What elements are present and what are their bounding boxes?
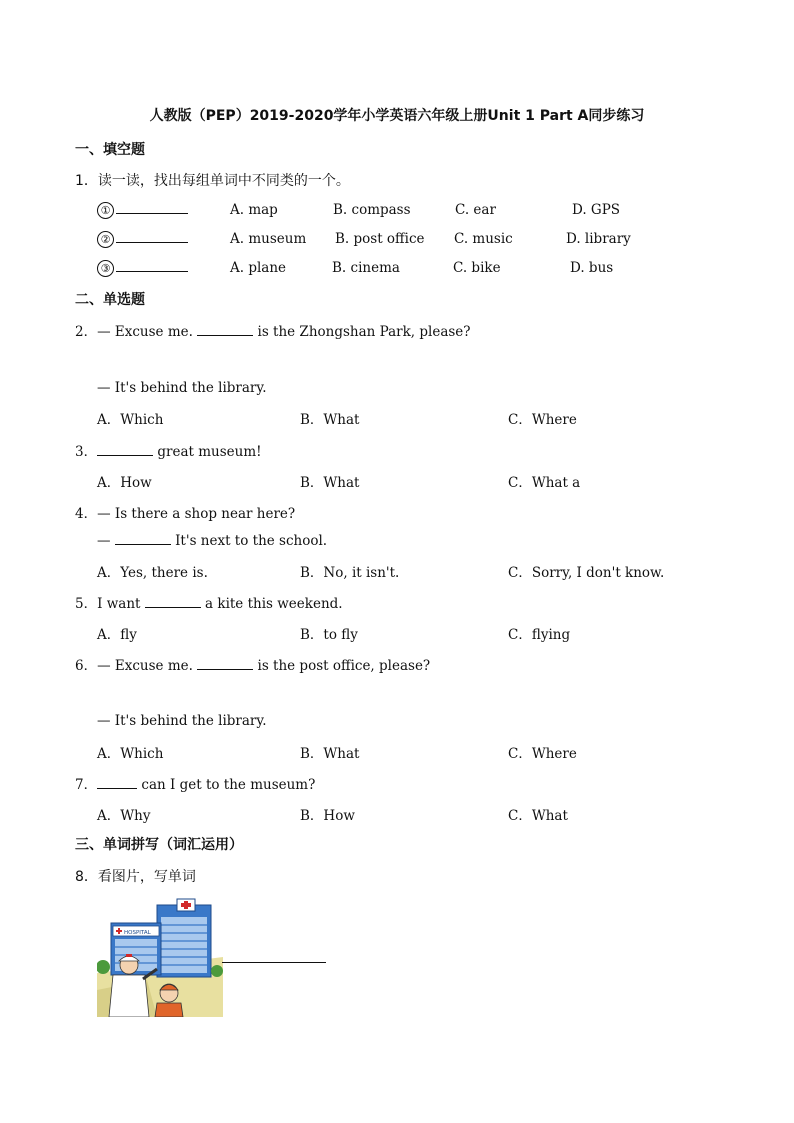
question-8-stem [75,866,196,886]
question-5-stem [75,592,343,612]
q1-row-3 [97,259,188,277]
answer-blank[interactable] [115,532,171,545]
question-text-part: I want [97,596,141,612]
circled-number: ① [97,202,114,219]
answer-blank[interactable] [97,776,137,789]
q1-row-2-option-c: C. music [454,231,513,247]
question-number: 7． [75,777,98,793]
question-2-stem [75,320,471,340]
section-heading-spelling: 三、单词拼写（词汇运用） [75,837,243,853]
page-title: 人教版（PEP）2019-2020学年小学英语六年级上册Unit 1 Part A同步练习 [149,108,645,124]
answer-blank[interactable] [197,323,253,336]
q1-row-3-option-b: B. cinema [332,260,400,276]
question-number: 2． [75,324,98,340]
question-2-reply: — It's behind the library. [97,380,267,396]
q1-row-3-option-d: D. bus [570,260,614,276]
question-text-part: great museum! [157,444,262,460]
question-text-part: a kite this weekend. [205,596,343,612]
question-6-stem [75,654,430,674]
question-3-stem [75,440,262,460]
q2-option-b[interactable]: B．What [300,412,360,428]
q7-option-a[interactable]: A．Why [97,808,151,824]
q6-option-a[interactable]: A．Which [97,746,164,762]
question-4-reply [97,532,327,549]
question-text-part: can I get to the museum? [141,777,316,793]
q5-option-a[interactable]: A．fly [97,627,137,643]
q1-row-1-option-a: A. map [230,202,278,218]
question-text-part: It's next to the school. [175,533,328,549]
answer-blank[interactable] [197,657,253,670]
question-number: 4． [75,506,98,522]
question-6-reply: — It's behind the library. [97,713,267,729]
q7-option-c[interactable]: C．What [508,808,568,824]
q6-option-c[interactable]: C．Where [508,746,577,762]
q1-row-1-option-d: D. GPS [572,202,621,218]
q5-option-b[interactable]: B．to fly [300,627,358,643]
answer-blank[interactable] [97,443,153,456]
question-number: 6． [75,658,98,674]
q2-option-a[interactable]: A．Which [97,412,164,428]
q1-row-3-option-a: A. plane [230,260,287,276]
answer-blank[interactable] [145,595,201,608]
q1-row-2-option-b: B. post office [335,231,425,247]
answer-blank[interactable] [116,230,188,243]
hospital-illustration [97,895,223,1017]
q3-option-a[interactable]: A．How [97,475,152,491]
q4-option-c[interactable]: C．Sorry, I don't know. [508,565,665,581]
q1-row-1-option-b: B. compass [333,202,411,218]
question-1-stem [75,170,350,190]
question-text: 读一读，找出每组单词中不同类的一个。 [97,173,350,189]
q7-option-b[interactable]: B．How [300,808,355,824]
q4-option-a[interactable]: A．Yes, there is. [97,565,208,581]
circled-number: ② [97,231,114,248]
question-text: 看图片，写单词 [97,869,196,885]
question-4-stem [75,502,295,522]
answer-blank[interactable] [116,201,188,214]
question-text-part: — Is there a shop near here? [97,506,296,522]
q5-option-c[interactable]: C．flying [508,627,571,643]
question-7-stem [75,773,315,793]
q1-row-3-option-c: C. bike [453,260,501,276]
question-text-part: is the post office, please? [257,658,431,674]
question-text-part: — Excuse me. [97,658,193,674]
q1-row-2 [97,230,188,248]
q1-row-2-option-a: A. museum [230,231,307,247]
question-number: 3． [75,444,98,460]
question-number: 8． [75,869,98,885]
q1-row-1 [97,201,188,219]
circled-number: ③ [97,260,114,277]
question-number: 1． [75,173,98,189]
question-text-part: — Excuse me. [97,324,193,340]
hospital-sign-text: HOSPITAL [124,930,151,936]
question-number: 5． [75,596,98,612]
dash: — [97,533,111,549]
answer-blank[interactable] [116,259,188,272]
q4-option-b[interactable]: B．No, it isn't. [300,565,400,581]
q3-option-b[interactable]: B．What [300,475,360,491]
section-heading-fill-in: 一、填空题 [75,142,145,158]
q1-row-1-option-c: C. ear [455,202,496,218]
q3-option-c[interactable]: C．What a [508,475,581,491]
q6-option-b[interactable]: B．What [300,746,360,762]
question-text-part: is the Zhongshan Park, please? [257,324,471,340]
picture-answer-line[interactable] [222,962,326,963]
q1-row-2-option-d: D. library [566,231,631,247]
q2-option-c[interactable]: C．Where [508,412,577,428]
section-heading-single-choice: 二、单选题 [75,292,145,308]
